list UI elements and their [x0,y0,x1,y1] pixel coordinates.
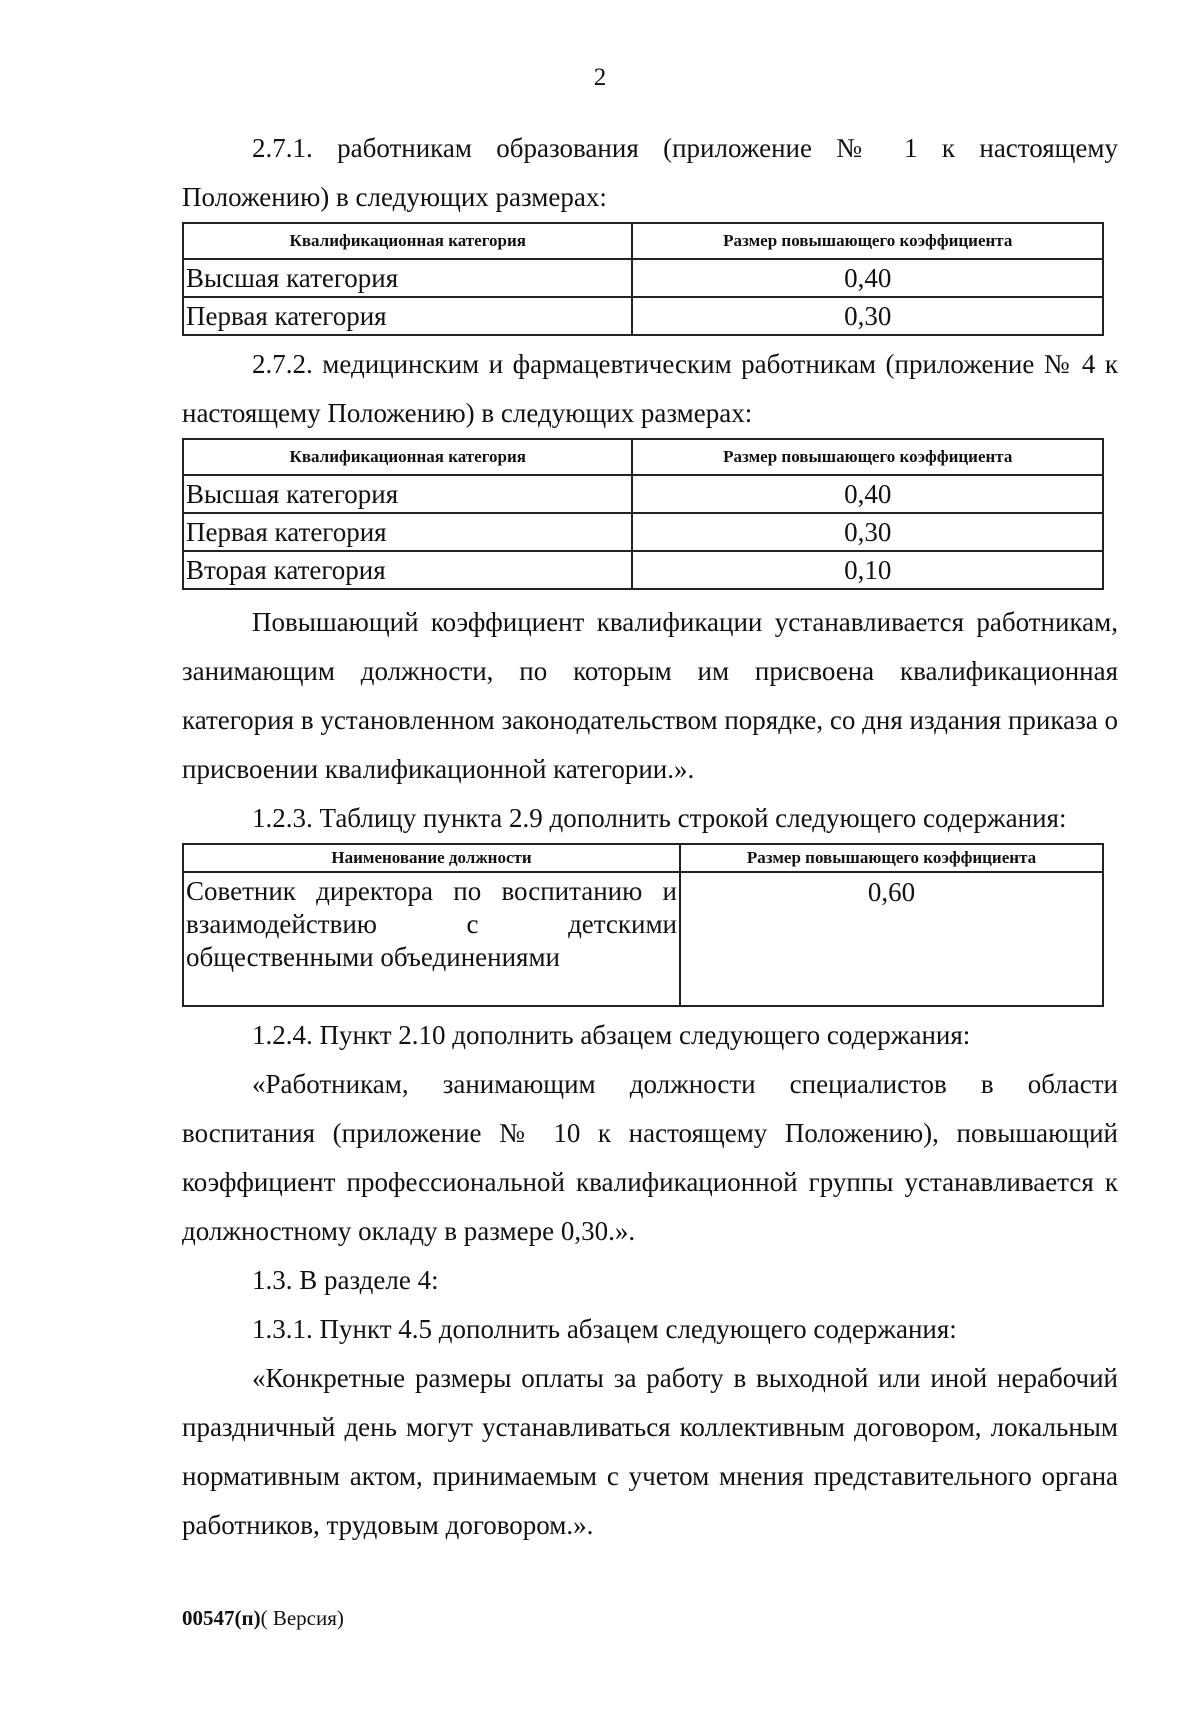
table-header-row [183,844,1103,872]
table-row [183,513,1103,551]
category-cell: Вторая категория [183,551,632,589]
document-body [182,124,1118,1550]
header-qualification-category: Квалификационная категория [183,223,632,259]
paragraph-holiday-pay: «Конкретные размеры оплаты за работу в выходной или иной нерабочий праздничный день могут устанавливаться коллективным договором, локальным нормативным актом, принимаемым с учетом мнения представительного органа работников, трудовым договором.». [182,1363,1118,1540]
version-label: ( Версия) [260,1606,344,1630]
table-header-row [183,223,1103,259]
table-row [183,475,1103,513]
table-row [183,551,1103,589]
document-code: 00547(п) [182,1606,261,1630]
coefficient-cell: 0,10 [632,551,1103,589]
header-coefficient-size: Размер повышающего коэффициента [680,844,1103,872]
header-qualification-category: Квалификационная категория [183,439,632,475]
paragraph-1-3-1: 1.3.1. Пункт 4.5 дополнить абзацем следующего содержания: [252,1314,957,1344]
coefficient-cell: 0,40 [632,259,1103,297]
table-medical-coefficients [182,438,1104,590]
header-position-name: Наименование должности [183,844,680,872]
coefficient-cell: 0,30 [632,297,1103,335]
paragraph-1-2-3: 1.2.3. Таблицу пункта 2.9 дополнить строкой следующего содержания: [252,803,1067,833]
paragraph-2-7-2: 2.7.2. медицинским и фармацевтическим работникам (приложение № 4 к настоящему Положению) в следующих размерах: [182,349,1118,428]
table-education-coefficients [182,222,1104,336]
table-row [183,872,1103,1006]
category-cell: Высшая категория [183,259,632,297]
coefficient-cell: 0,30 [632,513,1103,551]
category-cell: Первая категория [183,513,632,551]
position-cell: Советник директора по воспитанию и взаимодействию с детскими общественными объединениями [183,872,680,1006]
table-header-row [183,439,1103,475]
page-number: 2 [593,64,607,91]
paragraph-coefficient-note: Повышающий коэффициент квалификации устанавливается работникам, занимающим должности, по которым им присвоена квалификационная категория в установленном законодательством порядке, со дня издания приказа о присвоении квалификационной категории.». [182,607,1118,784]
paragraph-education-specialists: «Работникам, занимающим должности специалистов в области воспитания (приложение № 10 к настоящему Положению), повышающий коэффициент профессиональной квалификационной группы устанавливается к должностному окладу в размере 0,30.». [182,1069,1118,1246]
table-position-coefficients [182,843,1104,1007]
paragraph-2-7-1: 2.7.1. работникам образования (приложение № 1 к настоящему Положению) в следующих размерах: [182,133,1118,212]
coefficient-cell: 0,60 [680,872,1103,1006]
paragraph-1-3: 1.3. В разделе 4: [252,1265,439,1295]
header-coefficient-size: Размер повышающего коэффициента [632,439,1103,475]
paragraph-1-2-4: 1.2.4. Пункт 2.10 дополнить абзацем следующего содержания: [252,1020,971,1050]
table-row [183,259,1103,297]
category-cell: Высшая категория [183,475,632,513]
table-row [183,297,1103,335]
document-footer [182,1606,344,1631]
header-coefficient-size: Размер повышающего коэффициента [632,223,1103,259]
category-cell: Первая категория [183,297,632,335]
coefficient-cell: 0,40 [632,475,1103,513]
